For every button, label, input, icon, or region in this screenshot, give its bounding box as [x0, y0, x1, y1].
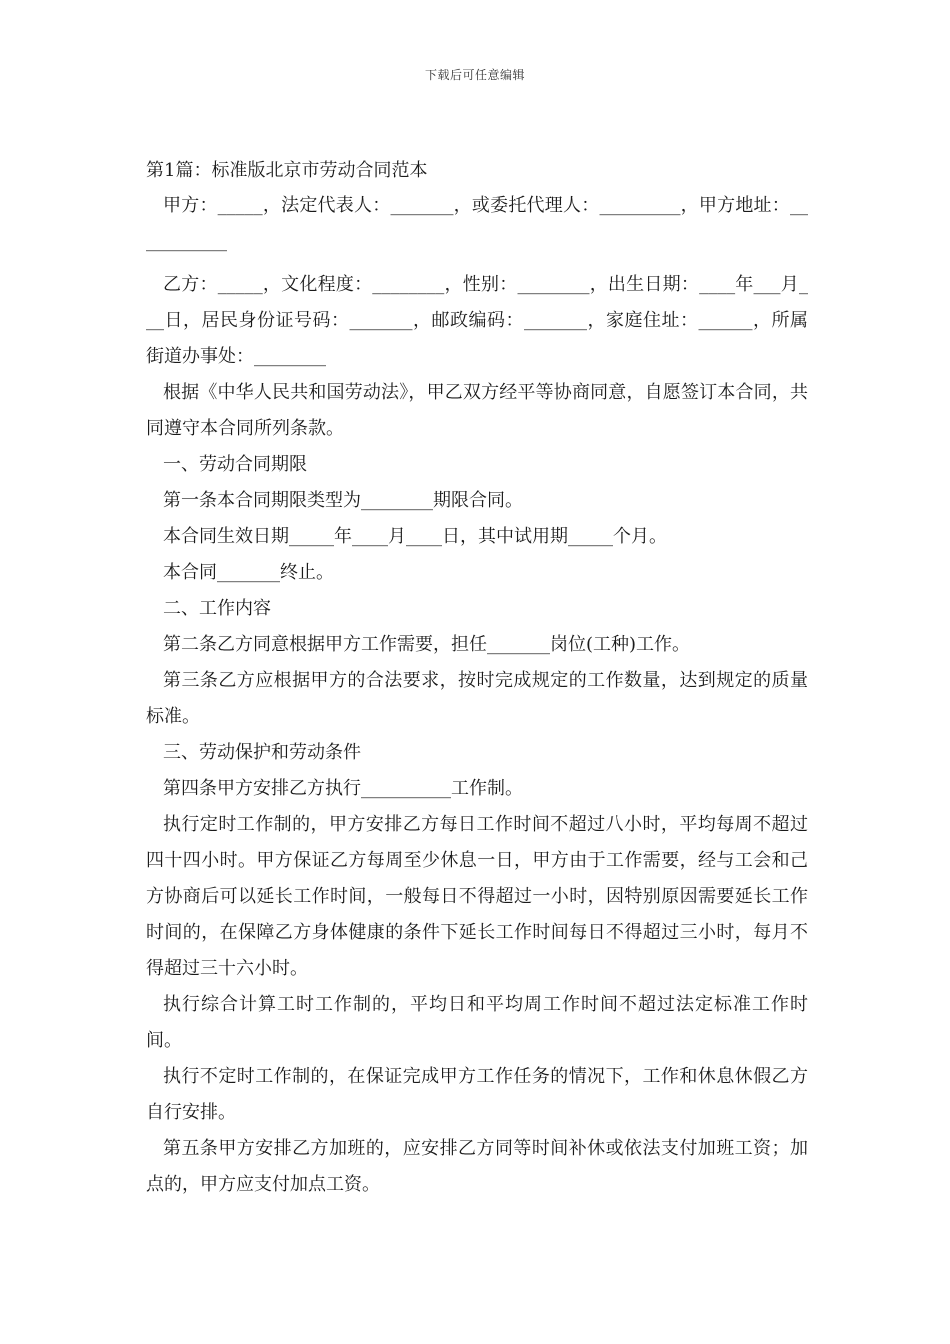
document-title: 第1篇：标准版北京市劳动合同范本 — [146, 160, 428, 181]
section-heading-term: 一、劳动合同期限 — [163, 454, 307, 475]
fixed-hours-paragraph: 执行定时工作制的，甲方安排乙方每日工作时间不超过八小时，平均每周不超过四十四小时。甲方保证乙方每周至少休息一日，甲方由于工作需要，经与工会和己方协商后可以延长工作时间，一般每日不得超过一小时，因特别原因需要延长工作时间的，在保障乙方身体健康的条件下延长工作时间每日不得超过三小时，每月不得超过三十六小时。 — [146, 814, 808, 979]
document-body — [146, 157, 808, 1203]
comprehensive-hours-paragraph: 执行综合计算工时工作制的，平均日和平均周工作时间不超过法定标准工作时间。 — [146, 994, 808, 1051]
party-a-info: 甲方：_____，法定代表人：_______，或委托代理人：_________，甲方地址：___________ — [146, 195, 808, 252]
article-5: 第五条甲方安排乙方加班的，应安排乙方同等时间补休或依法支付加班工资；加点的，甲方应支付加点工资。 — [146, 1138, 808, 1195]
flexible-hours-paragraph: 执行不定时工作制的，在保证完成甲方工作任务的情况下，工作和休息休假乙方自行安排。 — [146, 1066, 808, 1123]
effective-date-paragraph: 本合同生效日期_____年____月____日，其中试用期_____个月。 — [163, 526, 667, 547]
article-4: 第四条甲方安排乙方执行__________工作制。 — [163, 778, 523, 799]
article-1: 第一条本合同期限类型为________期限合同。 — [163, 490, 523, 511]
article-3: 第三条乙方应根据甲方的合法要求，按时完成规定的工作数量，达到规定的质量标准。 — [146, 670, 808, 727]
page-header-note: 下载后可任意编辑 — [424, 68, 525, 82]
termination-paragraph: 本合同_______终止。 — [163, 562, 334, 583]
article-2: 第二条乙方同意根据甲方工作需要，担任_______岗位(工种)工作。 — [163, 634, 691, 655]
section-heading-protection: 三、劳动保护和劳动条件 — [163, 742, 361, 763]
section-heading-work: 二、工作内容 — [163, 598, 271, 619]
preamble-paragraph: 根据《中华人民共和国劳动法》，甲乙双方经平等协商同意，自愿签订本合同，共同遵守本合同所列条款。 — [146, 382, 808, 439]
party-b-info: 乙方：_____，文化程度：________，性别：________，出生日期：____年___月___日，居民身份证号码：_______，邮政编码：_______，家庭住址：______，所属街道办事处：________ — [146, 274, 808, 367]
